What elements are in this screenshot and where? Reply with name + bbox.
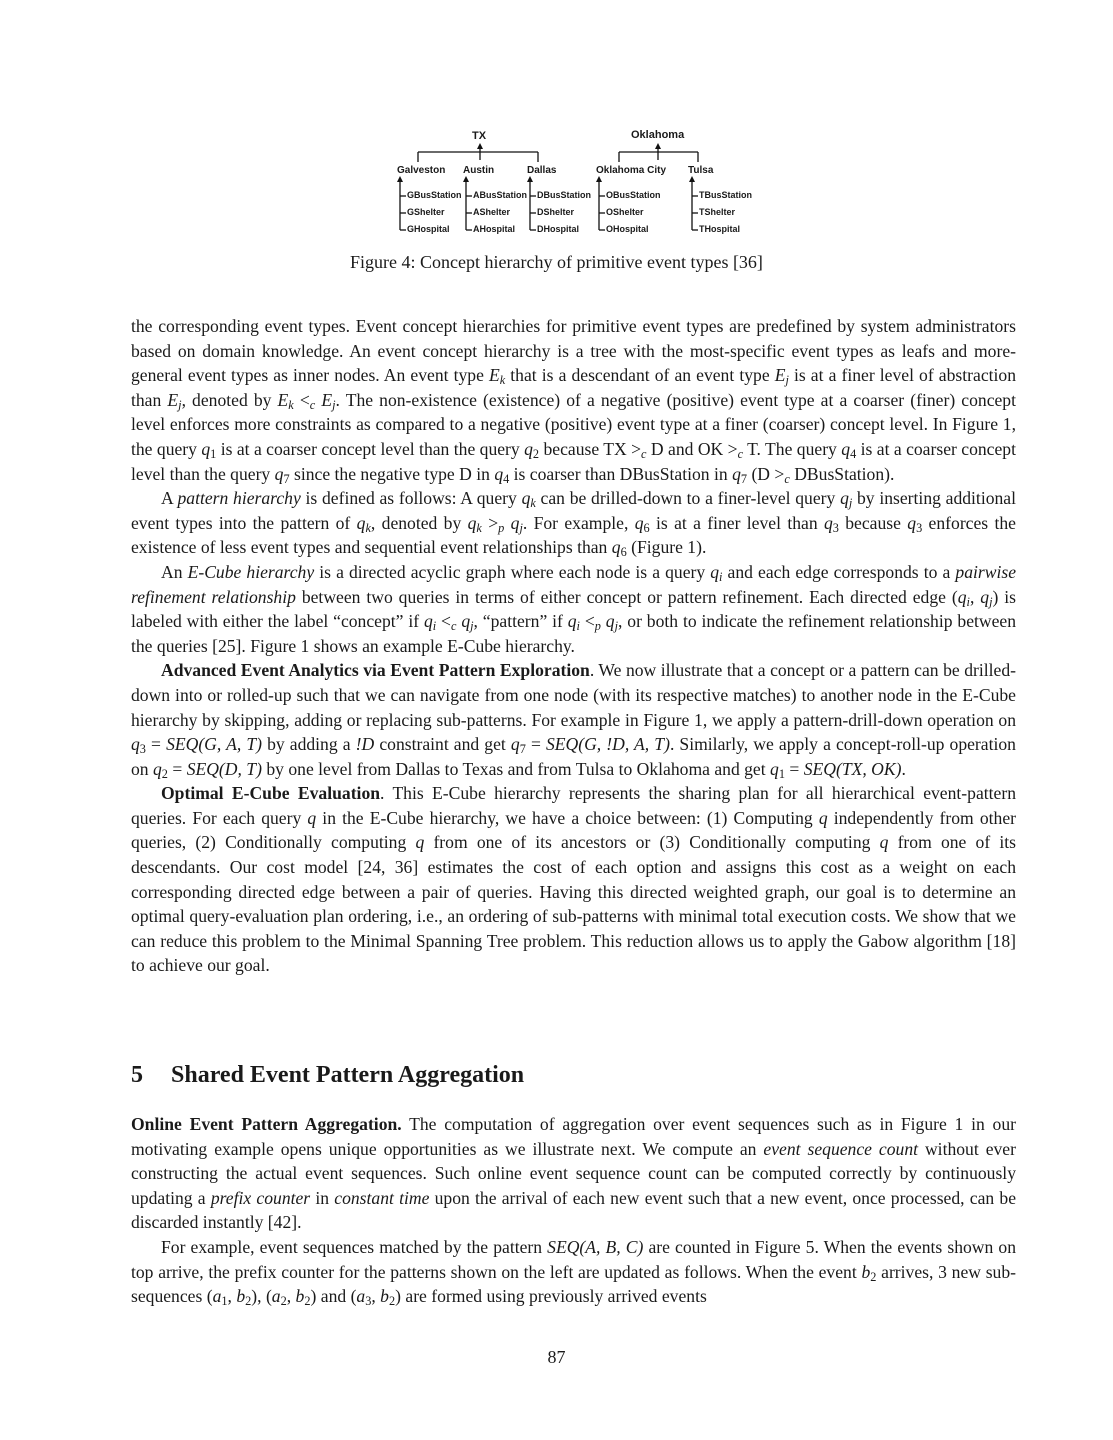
section-heading (131, 1062, 524, 1089)
leaf: TBusStation (699, 190, 752, 200)
paragraph-advanced-analytics: Advanced Event Analytics via Event Pattern Exploration. We now illustrate that a concept or a pattern can be drilled-down into or rolled-up such that we can navigate from one node (with its respective matches) to another node in the E-Cube hierarchy by skipping, adding or replacing sub-patterns. For example in Figure 1, we apply a pattern-drill-down operation on $q_3 = SEQ(G$, A, T) by adding a !D constraint and get $q_7 = SEQ(G$, !D, A, T). Similarly, we apply a concept-roll-up operation on $q_2 = SEQ(D$, T) by one level from Dallas to Texas and from Tulsa to Oklahoma and get $q_1 = SEQ(TX$, OK). (131, 660, 1016, 781)
paragraph-pattern-hierarchy: A pattern hierarchy is defined as follows: A query $q_k$ can be drilled-down to a finer-level query $q_j$ by inserting additional event types into the pattern of $q_k$, denoted by $q_k >_p$ $q_j$. For example, $q_6$ is at a finer level than $q_3$ because $q_3$ enforces the existence of less event types and sequential event relationships than $q_6$ (Figure 1). (131, 488, 1017, 560)
leaf: GBusStation (407, 190, 462, 200)
figure-labels (396, 126, 756, 238)
node-galveston: Galveston (397, 165, 446, 176)
run-in-heading: Online Event Pattern Aggregation. (131, 1114, 402, 1134)
run-in-heading: Optimal E-Cube Evaluation (161, 783, 381, 804)
leaf: AShelter (473, 207, 511, 217)
figure-caption: Figure 4: Concept hierarchy of primitive event types [36] (350, 252, 763, 272)
leaf: GHospital (407, 224, 450, 234)
node-austin: Austin (463, 165, 495, 176)
node-tx: TX (472, 130, 487, 142)
node-tulsa: Tulsa (688, 165, 714, 176)
leaf: OBusStation (606, 190, 661, 200)
section-number: 5 (131, 1062, 143, 1088)
node-oklahoma-city: Oklahoma City (596, 165, 667, 176)
leaf: OShelter (606, 207, 644, 217)
figure-4-concept-hierarchy (396, 126, 756, 238)
run-in-heading: Advanced Event Analytics via Event Pattern Exploration (161, 660, 590, 681)
paragraph-optimal-evaluation: Optimal E-Cube Evaluation. This E-Cube hierarchy represents the sharing plan for all hierarchical event-pattern queries. For each query q in the E-Cube hierarchy, we have a choice between: (1) Computing q independently from other queries, (2) Conditionally computing q from one of its ancestors or (3) Conditionally computing q from one of its descendants. Our cost model [24, 36] estimates the cost of each option and assigns this cost as a weight on each corresponding directed edge between a pair of queries. Having this directed weighted graph, our goal is to determine an optimal query-evaluation plan ordering, i.e., an ordering of sub-patterns with minimal total execution costs. We show that we can reduce this problem to the Minimal Spanning Tree problem. This reduction allows us to apply the Gabow algorithm [18] to achieve our goal. (131, 783, 1016, 976)
leaf: GShelter (407, 207, 445, 217)
node-dallas: Dallas (527, 165, 557, 176)
paragraph-example: For example, event sequences matched by the pattern SEQ(A, B, C) are counted in Figure 5. When the events shown on top arrive, the prefix counter for the patterns shown on the left are updated as follows. When the event $b_2$ arrives, 3 new sub-sequences ($a_1$, $b_2$), ($a_2$, $b_2$) and ($a_3$, $b_2$) are formed using previously arrived events (131, 1236, 1017, 1309)
paragraph-online-aggregation: Online Event Pattern Aggregation. The computation of aggregation over event sequences such as in Figure 1 in our motivating example opens unique opportunities as we illustrate next. We compute an event sequence count without ever constructing the actual event sequences. Such online event sequence count can be computed correctly by continuously updating a prefix counter in constant time upon the arrival of each new event such that a new event, once processed, can be discarded instantly [42]. (131, 1114, 1016, 1233)
node-oklahoma: Oklahoma (631, 129, 685, 141)
leaf: OHospital (606, 224, 649, 234)
paragraph-ecube-hierarchy: An E-Cube hierarchy is a directed acyclic graph where each node is a query $q_i$ and each edge corresponds to a pairwise refinement relationship between two queries in terms of either concept or pattern refinement. Each directed edge ($q_i$, $q_j$) is labeled with either the label “concept” if $q_i <_c$ $q_j$, “pattern” if $q_i <_p$ $q_j$, or both to indicate the refinement relationship between the queries [25]. Figure 1 shows an example E-Cube hierarchy. (131, 561, 1017, 656)
leaf: THospital (699, 224, 741, 234)
leaf: DHospital (537, 224, 580, 234)
leaf: DBusStation (537, 190, 591, 200)
leaf: ABusStation (473, 190, 527, 200)
section-title: Shared Event Pattern Aggregation (171, 1062, 525, 1088)
leaf: DShelter (537, 207, 575, 217)
paragraph-concept-hierarchy: the corresponding event types. Event concept hierarchies for primitive event types are predefined by system administrators based on domain knowledge. An event concept hierarchy is a tree with the most-specific event types as leafs and more-general event types as inner nodes. An event type $E_k$ that is a descendant of an event type $E_j$ is at a finer level of abstraction than $E_j$, denoted by $E_k <_c$ $E_j$. The non-existence (existence) of a negative (positive) event type at a coarser (finer) concept level enforces more constraints as compared to a negative (positive) event type at a finer (coarser) concept level. In Figure 1, the query $q_1$ is at a coarser concept level than the query $q_2$ because TX $>_c$ D and OK $>_c$ T. The query $q_4$ is at a coarser concept level than the query $q_7$ since the negative type D in $q_4$ is coarser than DBusStation in $q_7$ ($D >_c$ DBusStation). (131, 316, 1016, 486)
body-text (131, 314, 1016, 978)
leaf: AHospital (473, 224, 516, 234)
leaf: TShelter (699, 207, 736, 217)
page-number: 87 (547, 1347, 566, 1367)
section-body-text (131, 1112, 1016, 1309)
